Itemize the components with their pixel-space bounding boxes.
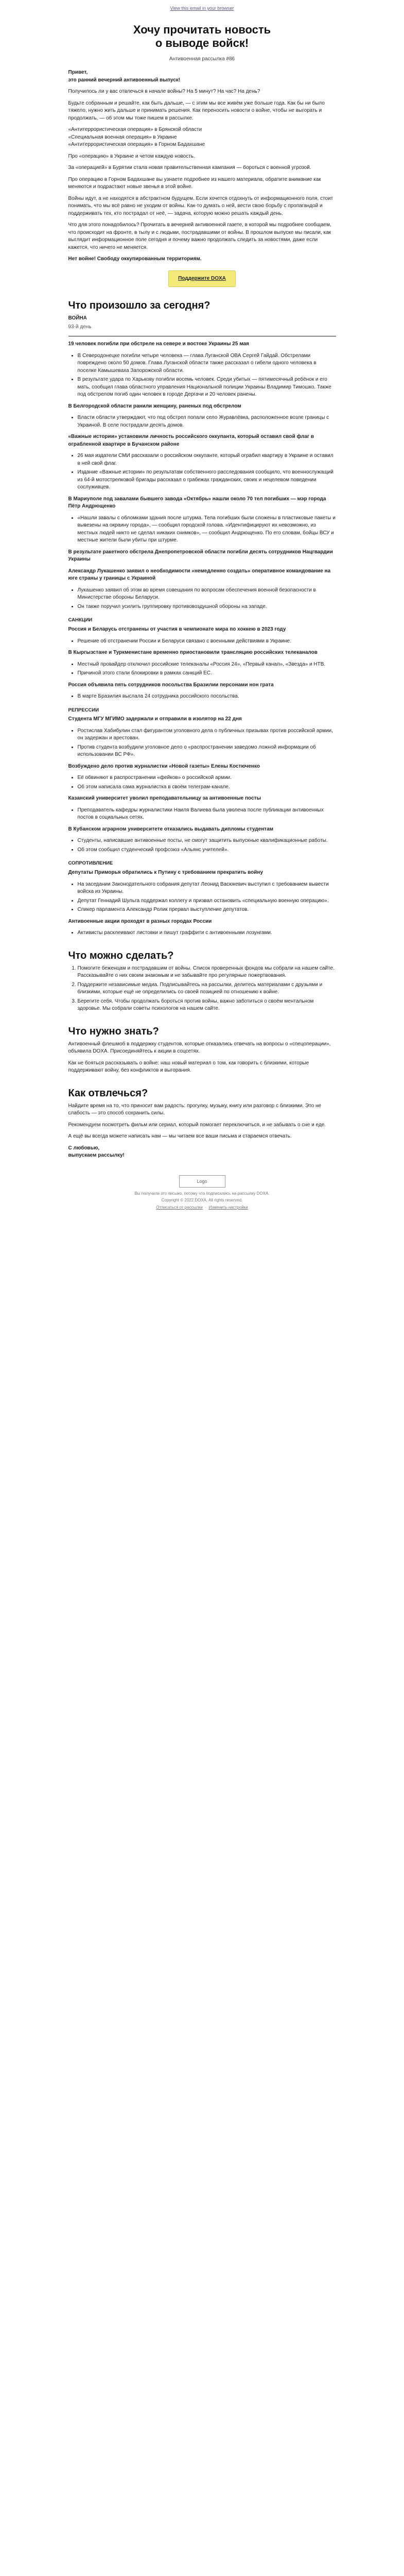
war-news-bullets <box>68 352 336 399</box>
intro-section <box>68 69 336 263</box>
todo-item: 1. Помогите беженцам и пострадавшим от войны. Список проверенных фондов мы собрали на нашем сайте. Рассказывайте о них своим знакомым и не забывайте про регулярные пожертвования. <box>78 965 336 980</box>
repression-news-headline: Казанский университет уволил преподавательницу за антивоенные посты <box>68 795 261 802</box>
section-know-title: Что нужно знать? <box>68 1025 159 1037</box>
war-news-headline: Александр Лукашенко заявил о необходимости «немедленно создать» оперативное командование на юге страны у границы с Украиной <box>68 568 331 582</box>
list-item: • Студенты, написавшие антивоенные посты, не смогут защитить выпускные квалификационные работы. <box>78 837 336 845</box>
intro-paragraph: Про «операцию» в Украине и четом каждую новость. <box>68 153 195 159</box>
sanctions-news-list <box>68 626 336 701</box>
list-item: • Спикер парламента Александр Ролик прервал выступление депутатов. <box>78 906 336 914</box>
list-item: • В Северодонецке погибли четыре человека — глава Луганской ОВА Сергей Гайдай. Обстрелами повреждено около 50 домов. Глава Луганской области также рассказал о гибели одного человека в поселке Камышеваха Запорожской области. <box>78 352 336 375</box>
war-news-headline: «Важные истории» установили личность российского оккупанта, который оставил свой флаг в ограбленной квартире в Бучанском районе <box>68 434 314 447</box>
repression-news-bullets <box>68 837 336 854</box>
closing-paragraph: Найдите время на то, что приносит вам радость: прогулку, музыку, книгу или разговор с близкими. Это не слабость — это способ сохранить силы. <box>68 1103 322 1116</box>
closing-paragraph: А ещё вы всегда можете написать нам — мы читаем все ваши письма и стараемся отвечать. <box>68 1133 292 1140</box>
know-section <box>68 1041 336 1075</box>
section-today-title: Что произошло за сегодня? <box>68 300 210 312</box>
sanctions-news-bullets <box>68 638 336 646</box>
footer <box>68 1172 336 1211</box>
list-item: • В результате удара по Харькову погибли восемь человек. Среди убитых — пятимесячный ребёнок и его мать, сообщил глава областного управления Национальной полиции Украины Владимир Тимошко. Также под обстрелом погиб один человек в городе Дергачи и 20 человек ранены. <box>78 376 336 399</box>
list-item: • На заседании Законодательного собрания депутат Леонид Васюкевич выступил с требованием вывести войска из Украины. <box>78 881 336 896</box>
intro-paragraph: Войны идут, а не находятся в абстрактном будущем. Если хочется отдохнуть от информационного поля, стоит понимать, что мы всё равно не уходим от войны. Как-то думать о ней, вести свою борьбу с пропагандой и поддерживать тех, кто пострадал от неё, — задача, которую можно решать каждый день. <box>68 195 333 216</box>
war-subheading: ВОЙНА <box>68 315 87 321</box>
footer-copyright: Copyright © 2022 DOXA, All rights reserved. <box>161 1198 243 1203</box>
list-item: • 26 мая издатели СМИ рассказали о российском оккупанте, который ограбил квартиру в Украине и оставил в ней свой флаг. <box>78 452 336 467</box>
list-item: • «Нашли завалы с обломками здания после штурма. Тела погибших были сложены в пластиковые пакеты и вывезены на окраину города», — сообщил городской голова. «Идентифицируют их невозможно, из местных людей никто не сделал никаких снимков», — сообщил Андрющенко. По его словам, бойцы ВСУ и местные жители были убиты при штурме. <box>78 515 336 545</box>
intro-paragraph: За «операцией» в Бурятии стала новая правительственная кампания — бороться с военной угрозой. <box>68 165 311 171</box>
intro-paragraph: Получилось ли у вас отвлечься в начале войны? На 5 минут? На час? На день? <box>68 89 260 95</box>
list-item: • Власти области утверждают, что под обстрел попали село Журавлёвка, расположенное возле границы с Украиной. В селе пострадали десять домов. <box>78 414 336 429</box>
resistance-news-list <box>68 869 336 937</box>
intro-paragraph: Про операцию в Горном Бадахшане вы узнаете подробнее из нашего материала, обратите внимание как меняются и подрастают новые звенья в этой войне. <box>68 176 321 190</box>
repression-news-bullets <box>68 774 336 791</box>
resistance-news-bullets <box>68 929 336 937</box>
sanctions-news-bullets <box>68 693 336 701</box>
page-title: Хочу прочитать новость о выводе войск! <box>133 23 271 50</box>
repression-news-list <box>68 716 336 854</box>
email-card <box>68 23 336 1210</box>
unsubscribe-link[interactable]: Отписаться от рассылки <box>156 1205 203 1210</box>
section-todo-title: Что можно сделать? <box>68 950 174 961</box>
war-news-headline: В Белгородской области ранили женщину, раненых под обстрелом <box>68 403 241 409</box>
list-item: • Против студента возбудили уголовное дело о «распространении заведомо ложной информации об использовании ВС РФ». <box>78 744 336 759</box>
list-item: • Он также поручил усилить группировку противовоздушной обороны на западе. <box>78 603 336 611</box>
todo-list <box>68 965 336 1013</box>
repression-news-headline: В Кубанском аграрном университете отказались выдавать дипломы студентам <box>68 826 274 832</box>
intro-paragraph: «Антитеррористическая операция» в Брянской области «Специальная военная операция» в Украине «Антитеррористическая операция» в Горном Бадахшане <box>68 127 205 148</box>
intro-paragraph: Привет, это ранний вечерний антивоенный выпуск! <box>68 70 181 83</box>
footer-tagline: Вы получили это письмо, потому что подписались на рассылку DOXA. <box>134 1191 270 1196</box>
view-in-browser-link[interactable]: View this email in your browser <box>170 6 234 11</box>
list-item: • Об этом написала сама журналистка в своём телеграм-канале. <box>78 784 336 791</box>
war-news-bullets <box>68 515 336 545</box>
war-news-bullets <box>68 414 336 429</box>
sanctions-news-headline: Россия и Беларусь отстранены от участия в чемпионате мира по хоккею в 2023 году <box>68 626 286 633</box>
todo-item: 2. Поддержите независимые медиа. Подписывайтесь на рассылки, делитесь материалами с друзьями и близкими, которые ещё не определились со своей позицией по отношению к войне. <box>78 981 336 996</box>
donate-block-top <box>68 270 336 287</box>
sanctions-heading: САНКЦИИ <box>68 617 93 623</box>
war-news-headline: В результате ракетного обстрела Днепропетровской области погибли десять сотрудников Нацгвардии Украины <box>68 549 333 563</box>
sanctions-news-bullets <box>68 661 336 677</box>
resistance-news-bullets <box>68 881 336 914</box>
know-paragraph: Как не бояться рассказывать о войне: наш новый материал о том, как говорить с близкими, которые поддерживают войну, без конфликтов и выгорания. <box>68 1060 309 1074</box>
repression-heading: РЕПРЕССИИ <box>68 707 99 713</box>
know-paragraph: Антивоенный флешмоб в поддержку студентов, которые отказались отвечать на вопросы о «спецоперации», объявила DOXA. Присоединяйтесь к акции в соцсетях. <box>68 1041 331 1055</box>
list-item: • Лукашенко заявил об этом во время совещания по вопросам обеспечения военной безопасности в Министерстве обороны Беларуси. <box>78 587 336 602</box>
list-item: • Решение об отстранении России и Беларуси связано с военными действиями в Украине. <box>78 638 336 646</box>
list-item: • Ростислав Хабибулин стал фигурантом уголовного дела о публичных призывах против российской армии, он задержан и арестован. <box>78 727 336 742</box>
todo-item: 3. Берегите себя. Чтобы продолжать бороться против войны, важно заботиться о своём ментальном здоровье. Мы собрали советы психологов на нашем сайте. <box>78 998 336 1013</box>
closing-section <box>68 1103 336 1141</box>
intro-paragraph: Что для этого понадобилось? Прочитать в вечерней антивоенной газете, в которой мы подробнее сообщаем, что происходит на фронте, в тылу и с людьми, пострадавшими от войны. В прошлом выпуске мы писали, как выглядит информационное поле сегодня и почему важно продолжать следить за новостями, даже если кажется, что ничего не меняется. <box>68 222 331 250</box>
repression-news-bullets <box>68 727 336 759</box>
footer-links: Отписаться от рассылки · Изменить настройки <box>156 1205 248 1210</box>
sanctions-news-headline: Россия объявила пять сотрудников посольства Бразилии персонами нон грата <box>68 682 274 688</box>
list-item: • Её обвиняют в распространении «фейков» о российской армии. <box>78 774 336 782</box>
repression-news-headline: Возбуждено дело против журналистки «Новой газеты» Елены Костюченко <box>68 763 260 769</box>
list-item: • Активисты расклеивают листовки и пишут граффити с антивоенными лозунгами. <box>78 929 336 937</box>
list-item: • Местный провайдер отключил российские телеканалы «Россия 24», «Первый канал», «Звезда» и НТВ. <box>78 661 336 669</box>
list-item: • Депутат Геннадий Шульга поддержал коллегу и призвал остановить «специальную военную операцию». <box>78 897 336 905</box>
sanctions-news-headline: В Кыргызстане и Туркменистане временно приостановили трансляцию российских телеканалов <box>68 650 318 656</box>
signoff: С любовью, выпускаем рассылку! <box>68 1145 125 1159</box>
war-day-counter: 93-й день <box>68 324 92 330</box>
closing-paragraph: Рекомендуем посмотреть фильм или сериал, который помогает переключиться, и не забывать о сне и еде. <box>68 1122 326 1128</box>
war-news-headline: 19 человек погибли при обстреле на севере и востоке Украины 25 мая <box>68 341 249 347</box>
repression-news-headline: Студента МГУ МГИМО задержали и отправили в изолятор на 22 дня <box>68 716 242 722</box>
donate-button[interactable]: Поддержите DOXA <box>168 270 236 287</box>
war-news-list <box>68 341 336 611</box>
list-item: • В марте Бразилия выслала 24 сотрудника российского посольства. <box>78 693 336 701</box>
list-item: • Причиной этого стали блокировки в рамках санкций ЕС. <box>78 670 336 677</box>
resistance-news-headline: Депутаты Приморья обратились к Путину с требованием прекратить войну <box>68 870 264 876</box>
intro-paragraph: Нет войне! Свободу оккупированным территориям. <box>68 256 202 262</box>
issue-number: Антивоенная рассылка #86 <box>169 56 235 62</box>
preferences-link[interactable]: Изменить настройки <box>208 1205 248 1210</box>
list-item: • Преподаватель кафедры журналистики Наиля Валиева была уволена после публикации антивоенных постов в социальных сетях. <box>78 807 336 822</box>
resistance-heading: СОПРОТИВЛЕНИЕ <box>68 860 113 867</box>
war-news-bullets <box>68 452 336 492</box>
view-in-browser-bar <box>15 5 389 12</box>
footer-logo: Logo <box>179 1175 225 1188</box>
section-closing-title: Как отвлечься? <box>68 1087 148 1099</box>
list-item: • Об этом сообщил студенческий профсоюз «Альянс учителей». <box>78 846 336 854</box>
list-item: • Издание «Важные истории» по результатам собственного расследования сообщило, что военнослужащий из 64-й мотострелковой бригады рассказал о грабежах гражданских, своих и нецелевом поведении сослуживцев. <box>78 469 336 492</box>
resistance-news-headline: Антивоенные акции проходят в разных городах России <box>68 918 212 924</box>
repression-news-bullets <box>68 807 336 822</box>
war-news-bullets <box>68 587 336 611</box>
intro-paragraph: Будьте собранным и решайте, как быть дальше, — с этим мы все живём уже больше года. Как бы ни было тяжело, нужно жить дальше и принимать решения. Как переносить новости о войне, чтобы не выгорать и продолжать, — об этом мы тоже пишем в рассылке. <box>68 100 325 121</box>
war-news-headline: В Мариуполе под завалами бывшего завода «Октябрь» нашли около 70 тел погибших — мэр города Пётр Андрющенко <box>68 496 326 510</box>
